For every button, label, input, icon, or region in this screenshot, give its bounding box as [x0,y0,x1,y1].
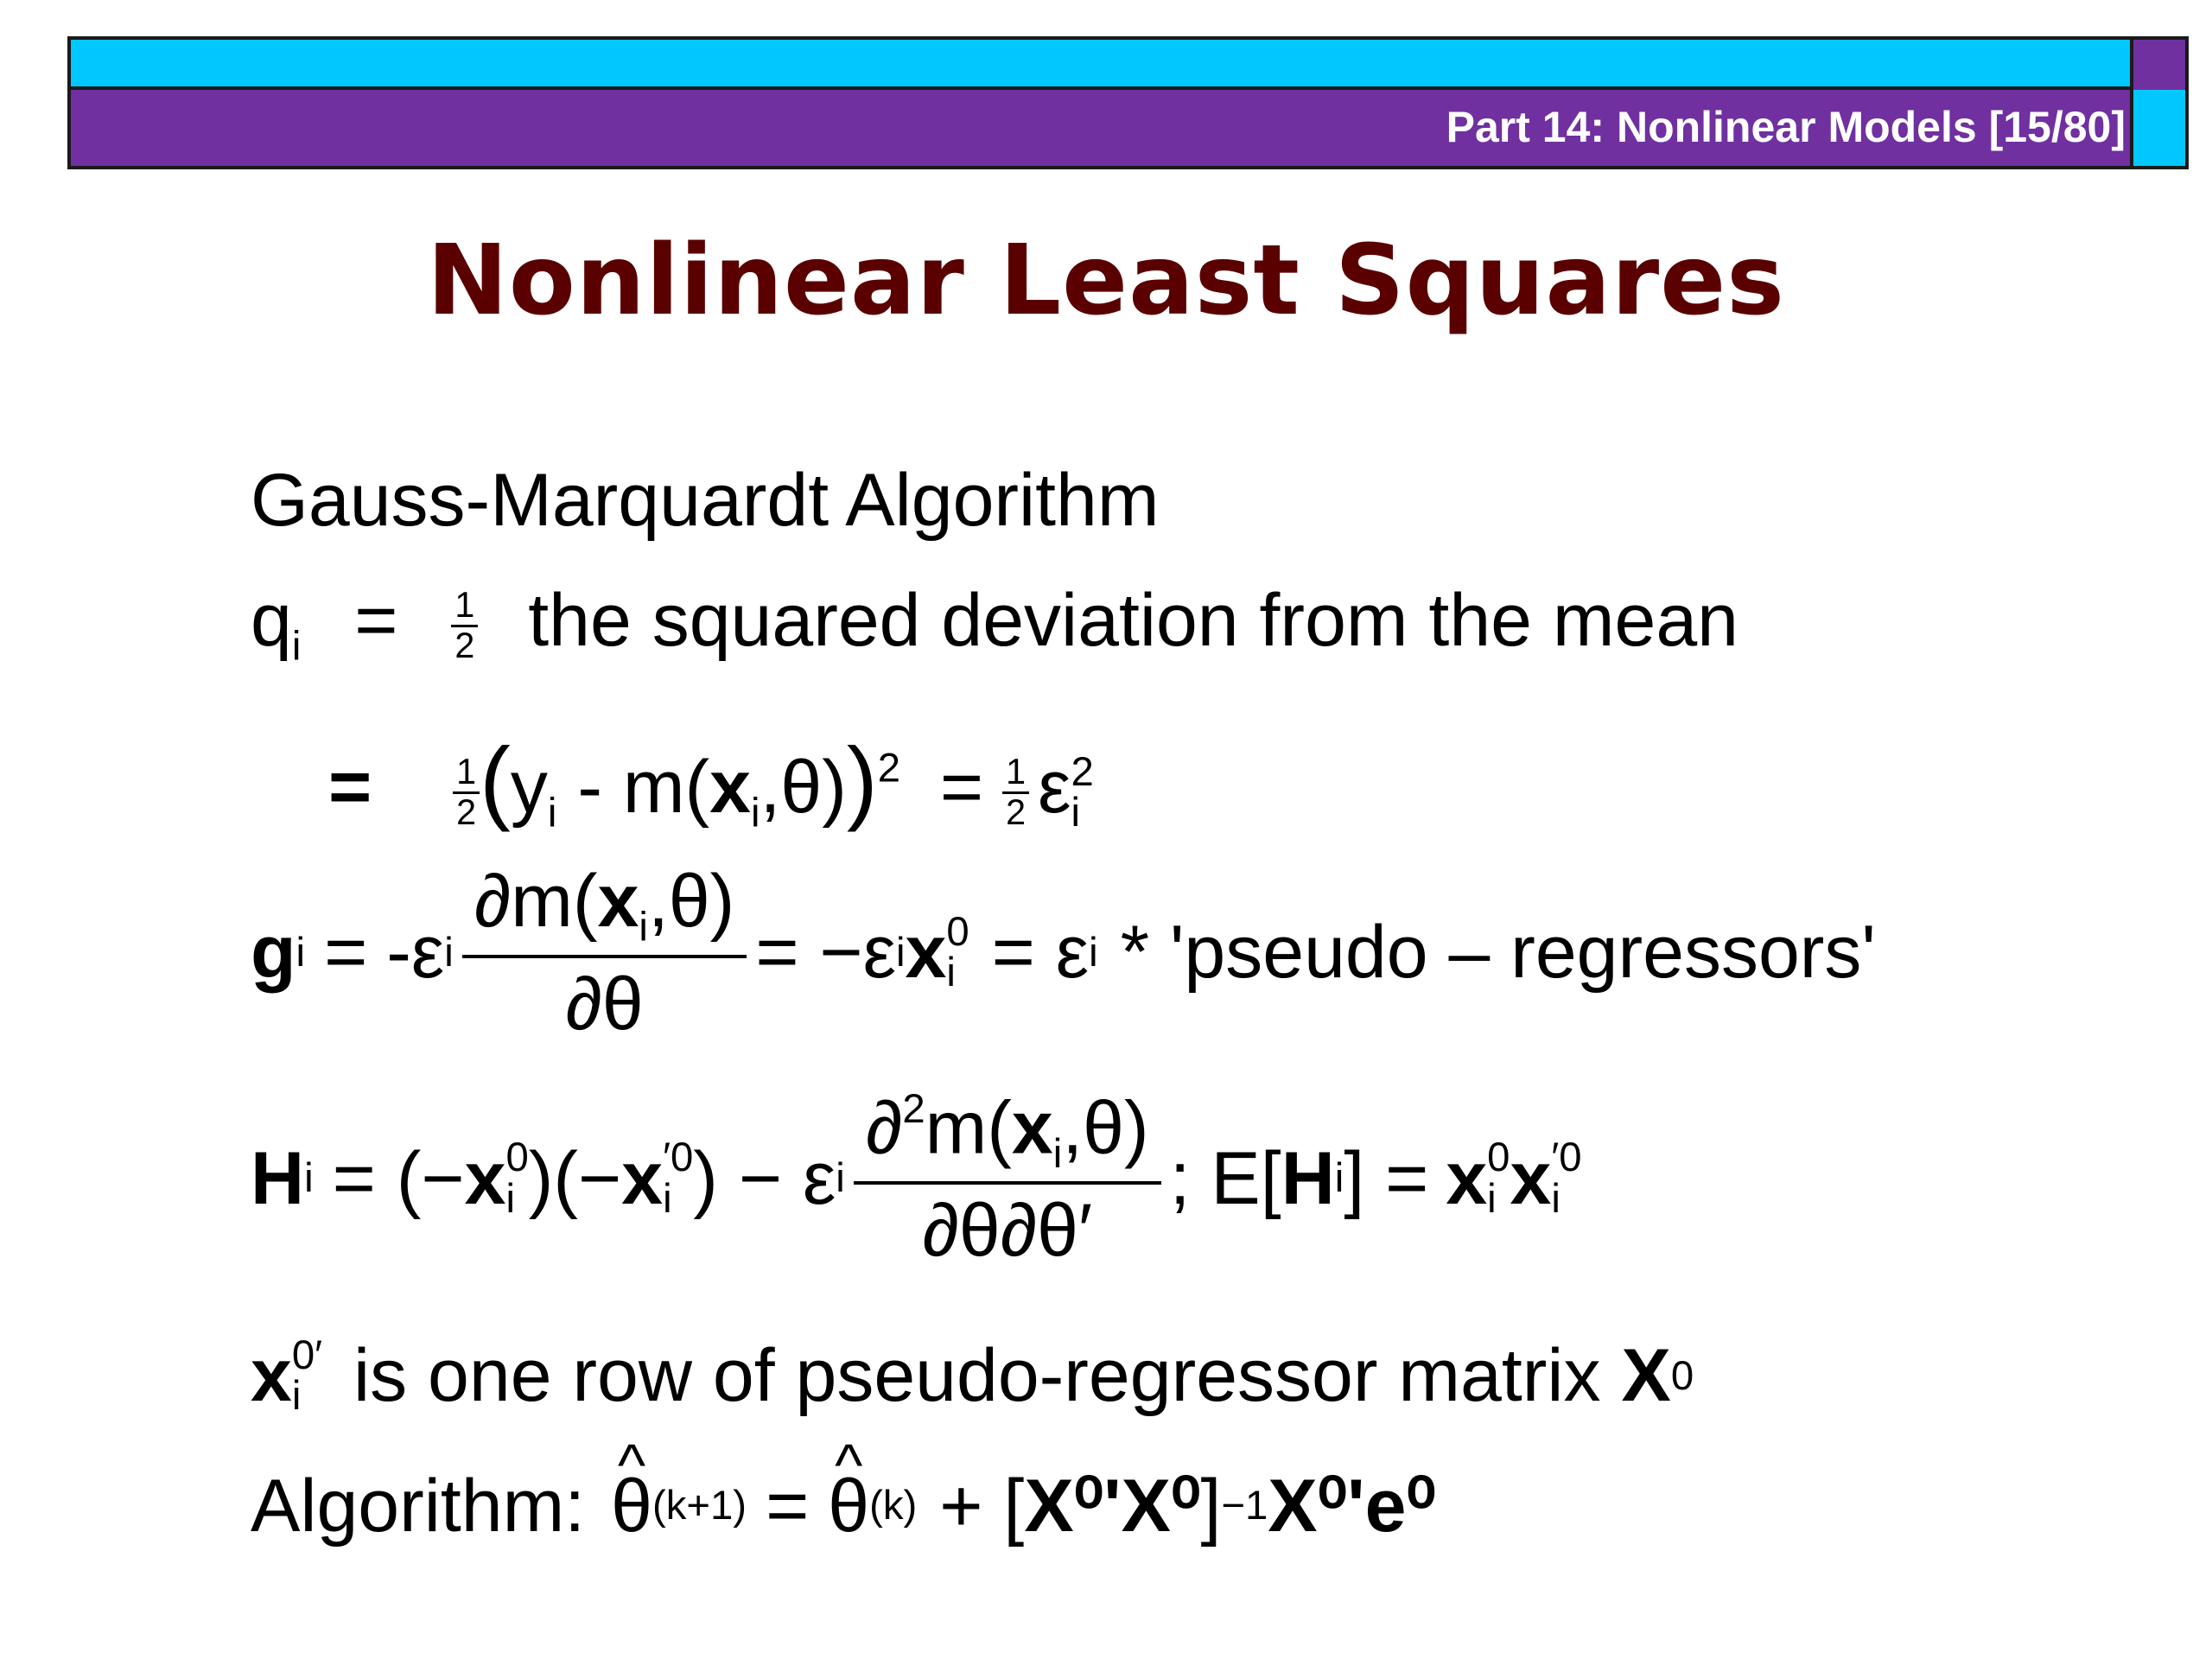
half-fraction-2: $\frac{1}{2}$ [1002,753,1029,831]
second-derivative-fraction: $\frac{\partial^2m(x_i,\theta)}{\partial\theta\partial\theta'}$ [854,1089,1161,1268]
h-symbol: H [251,1136,305,1220]
slide-subtitle: Part 14: Nonlinear Models [15/80] [1446,103,2126,151]
equation-hessian: H i = (− x 0 i )(− x ′0 i ) − ε i $\frac{\partial^2m(x_i,\theta)}{\partial\theta\partial\theta'}$ ; E[ H i ] = x 0 i x ′0 i [251,1086,1582,1273]
epsilon: ε [1038,746,1071,829]
g-symbol: g [251,911,296,995]
neg-epsilon: -ε [386,911,445,995]
row-description: is one row of pseudo-regressor matrix [353,1334,1601,1418]
equation-squared-deviation: = $\frac{1}{2}$ $(y_i - m(x_i,\theta))^2$ = $\frac{1}{2}$ ε 2 i [328,728,1094,836]
equation-gradient: g i = -ε i $\frac{\partial m(x_i,\theta)}{\partial\theta}$ = −ε i x 0 i = ε i * 'pseudo – regressors' [251,860,1876,1046]
q-symbol: q [251,579,292,662]
X-matrix: X [1621,1334,1671,1418]
q-subscript: i [291,623,302,670]
y-symbol: y [510,746,548,829]
algorithm-label: Algorithm: [251,1465,586,1548]
equation-q [251,579,1738,670]
half-fraction: $\frac{1}{2}$ [451,587,478,664]
q-description: the squared deviation from the mean [528,579,1738,662]
partial-derivative-fraction: $\frac{\partial m(x_i,\theta)}{\partial\theta}$ [462,864,747,1041]
XtX-term: X⁰'X⁰ [1024,1465,1201,1548]
algorithm-heading: Gauss-Marquardt Algorithm [251,459,1160,542]
header-top-band [67,36,2163,90]
algorithm-update-equation: Algorithm: ^ θ (k+1) = ^ θ (k) + [ X⁰'X⁰ ] −1 X⁰'e⁰ [251,1469,1436,1543]
m-function: - m( [577,746,710,829]
theta-hat: ^ θ [611,1469,652,1543]
x-vector: x [709,746,751,829]
slide-title: Nonlinear Least Squares [427,225,1785,337]
pseudo-regressors-label: * 'pseudo – regressors' [1120,911,1876,995]
pseudo-regressor-row-note: x 0′ i is one row of pseudo-regressor matrix X 0 [251,1332,1694,1420]
Xe-term: X⁰'e⁰ [1268,1465,1436,1548]
equals-sign: = [328,746,372,829]
header-corner-bottom [2130,90,2189,169]
half-fraction: $\frac{1}{2}$ [453,753,480,831]
equals-sign: = [354,579,398,662]
header-corner-top [2130,36,2189,93]
